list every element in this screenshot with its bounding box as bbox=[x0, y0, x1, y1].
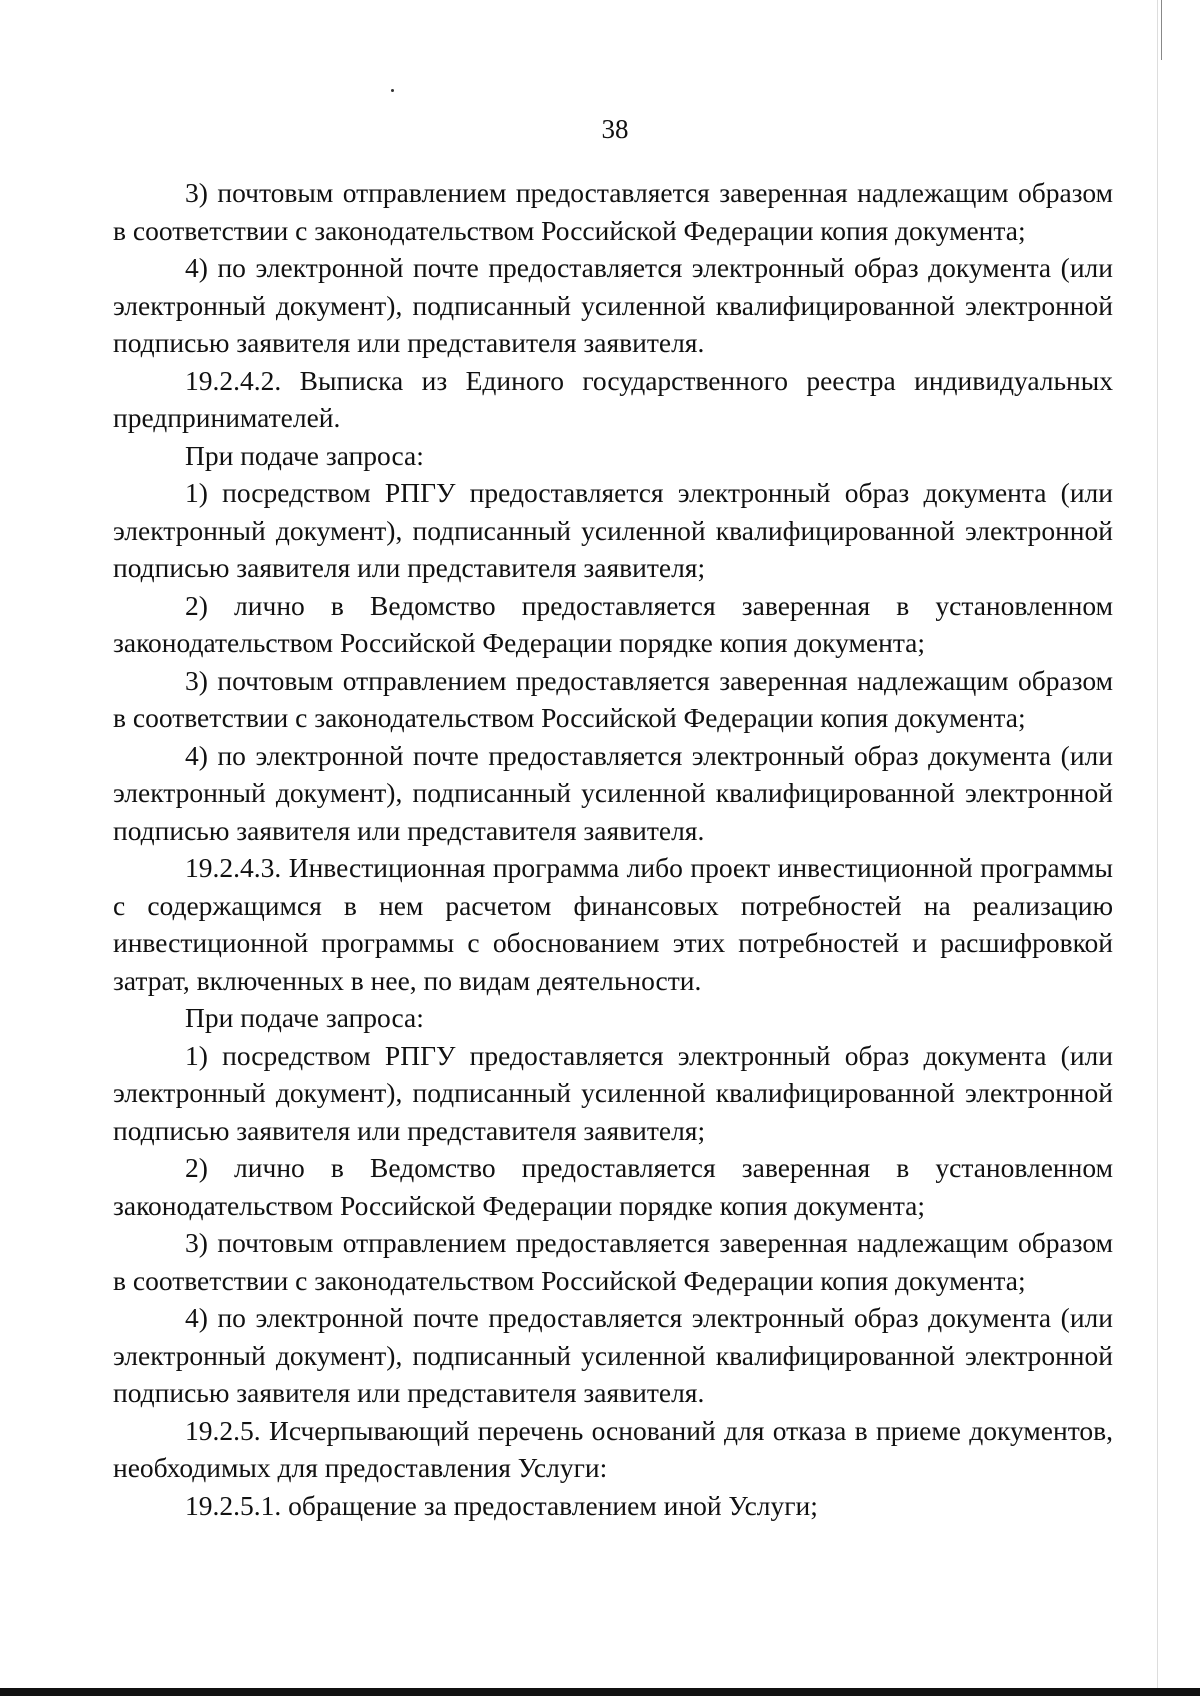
paragraph-item-2-in-person: 2) лично в Ведомство предоставляется заверенная в установленном законодательством Российской Федерации порядке копия документа; bbox=[113, 589, 1113, 658]
scan-speck bbox=[391, 89, 394, 92]
document-body bbox=[113, 174, 1113, 1524]
paragraph-item-4-email: 4) по электронной почте предоставляется электронный образ документа (или электронный документ), подписанный усиленной квалифицированной электронной подписью заявителя или представителя заявителя. bbox=[113, 739, 1113, 846]
page-number: 38 bbox=[601, 114, 629, 144]
paragraph-request-intro: При подаче запроса: bbox=[185, 439, 424, 471]
scan-edge-line bbox=[1157, 0, 1158, 1696]
paragraph-item-1-rpgu: 1) посредством РПГУ предоставляется электронный образ документа (или электронный документ), подписанный усиленной квалифицированной электронной подписью заявителя или представителя заявителя; bbox=[113, 1039, 1113, 1146]
paragraph-item-3-mail: 3) почтовым отправлением предоставляется заверенная надлежащим образом в соответствии с законодательством Российской Федерации копия документа; bbox=[113, 1227, 1113, 1296]
scan-bottom-border bbox=[0, 1688, 1200, 1696]
paragraph-item-1-rpgu: 1) посредством РПГУ предоставляется электронный образ документа (или электронный документ), подписанный усиленной квалифицированной электронной подписью заявителя или представителя заявителя; bbox=[113, 477, 1113, 583]
paragraph-section-19-2-5: 19.2.5. Исчерпывающий перечень оснований для отказа в приеме документов, необходимых для предоставления Услуги: bbox=[113, 1414, 1113, 1483]
paragraph-item-3-mail: 3) почтовым отправлением предоставляется заверенная надлежащим образом в соответствии с законодательством Российской Федерации копия документа; bbox=[113, 177, 1113, 246]
paragraph-request-intro: При подаче запроса: bbox=[185, 1002, 424, 1033]
paragraph-item-4-email: 4) по электронной почте предоставляется электронный образ документа (или электронный документ), подписанный усиленной квалифицированной электронной подписью заявителя или представителя заявителя. bbox=[113, 252, 1113, 358]
paragraph-section-19-2-4-3: 19.2.4.3. Инвестиционная программа либо проект инвестиционной программы с содержащимся в нем расчетом финансовых потребностей на реализацию инвестиционной программы с обоснованием этих потребностей и расшифровкой затрат, включенных в нее, по видам деятельности. bbox=[113, 852, 1113, 996]
paragraph-item-2-in-person: 2) лично в Ведомство предоставляется заверенная в установленном законодательством Российской Федерации порядке копия документа; bbox=[113, 1152, 1113, 1221]
paragraph-item-4-email: 4) по электронной почте предоставляется электронный образ документа (или электронный документ), подписанный усиленной квалифицированной электронной подписью заявителя или представителя заявителя. bbox=[113, 1302, 1113, 1408]
paragraph-section-19-2-5-1: 19.2.5.1. обращение за предоставлением иной Услуги; bbox=[185, 1489, 818, 1521]
paragraph-section-19-2-4-2: 19.2.4.2. Выписка из Единого государственного реестра индивидуальных предпринимателей. bbox=[113, 364, 1113, 433]
paragraph-item-3-mail: 3) почтовым отправлением предоставляется заверенная надлежащим образом в соответствии с законодательством Российской Федерации копия документа; bbox=[113, 664, 1113, 733]
scan-edge-mark bbox=[1161, 0, 1162, 60]
